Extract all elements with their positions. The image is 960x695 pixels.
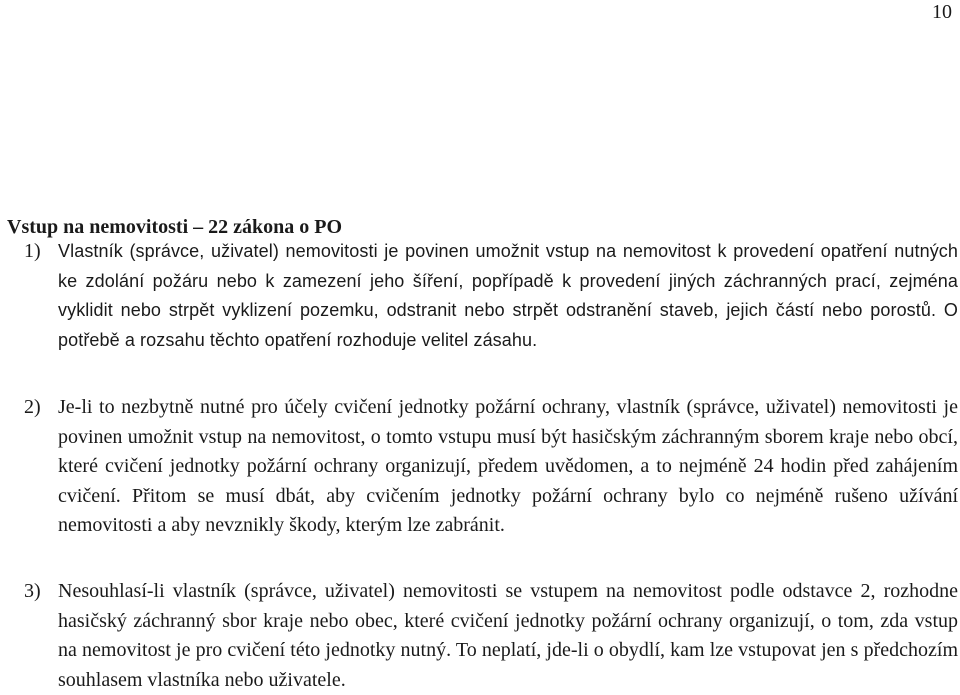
page-number: 10 [932,1,952,23]
list-item [24,577,958,695]
list-item-number: 3) [24,580,41,602]
list-item [24,237,958,355]
list-item-number: 2) [24,396,41,418]
list-item-text: Je-li to nezbytně nutné pro účely cvičení jednotky požární ochrany, vlastník (správce, uživatel) nemovitosti je povinen umožnit vstup na nemovitost, o tomto vstupu musí být hasičským záchranným sborem kraje nebo obcí, které cvičení jednotky požární ochrany organizují, předem uvědomen, a to nejméně 24 hodin před zahájením cvičení. Přitom se musí dbát, aby cvičením jednotky požární ochrany bylo co nejméně rušeno užívání nemovitosti a aby nevznikly škody, kterým lze zabránit. [58,396,958,536]
list-item-text: Nesouhlasí-li vlastník (správce, uživatel) nemovitosti se vstupem na nemovitost podle odstavce 2, rozhodne hasičský záchranný sbor kraje nebo obec, které cvičení jednotky požární ochrany organizují, o tom, zda vstup na nemovitost je pro cvičení této jednotky nutný. To neplatí, jde-li o obydlí, kam lze vstupovat jen s předchozím souhlasem vlastníka nebo uživatele. [58,580,958,691]
section-heading: Vstup na nemovitosti – 22 zákona o PO [7,216,343,238]
list-item-number: 1) [24,240,41,262]
list-item-text: Vlastník (správce, uživatel) nemovitosti je povinen umožnit vstup na nemovitost k provedení opatření nutných ke zdolání požáru nebo k zamezení jeho šíření, popřípadě k provedení jiných záchranných prací, zejména vyklidit nebo strpět vyklizení pozemku, odstranit nebo strpět odstranění staveb, jejich částí nebo porostů. O potřebě a rozsahu těchto opatření rozhoduje velitel zásahu. [58,241,958,350]
list-item [24,393,958,541]
